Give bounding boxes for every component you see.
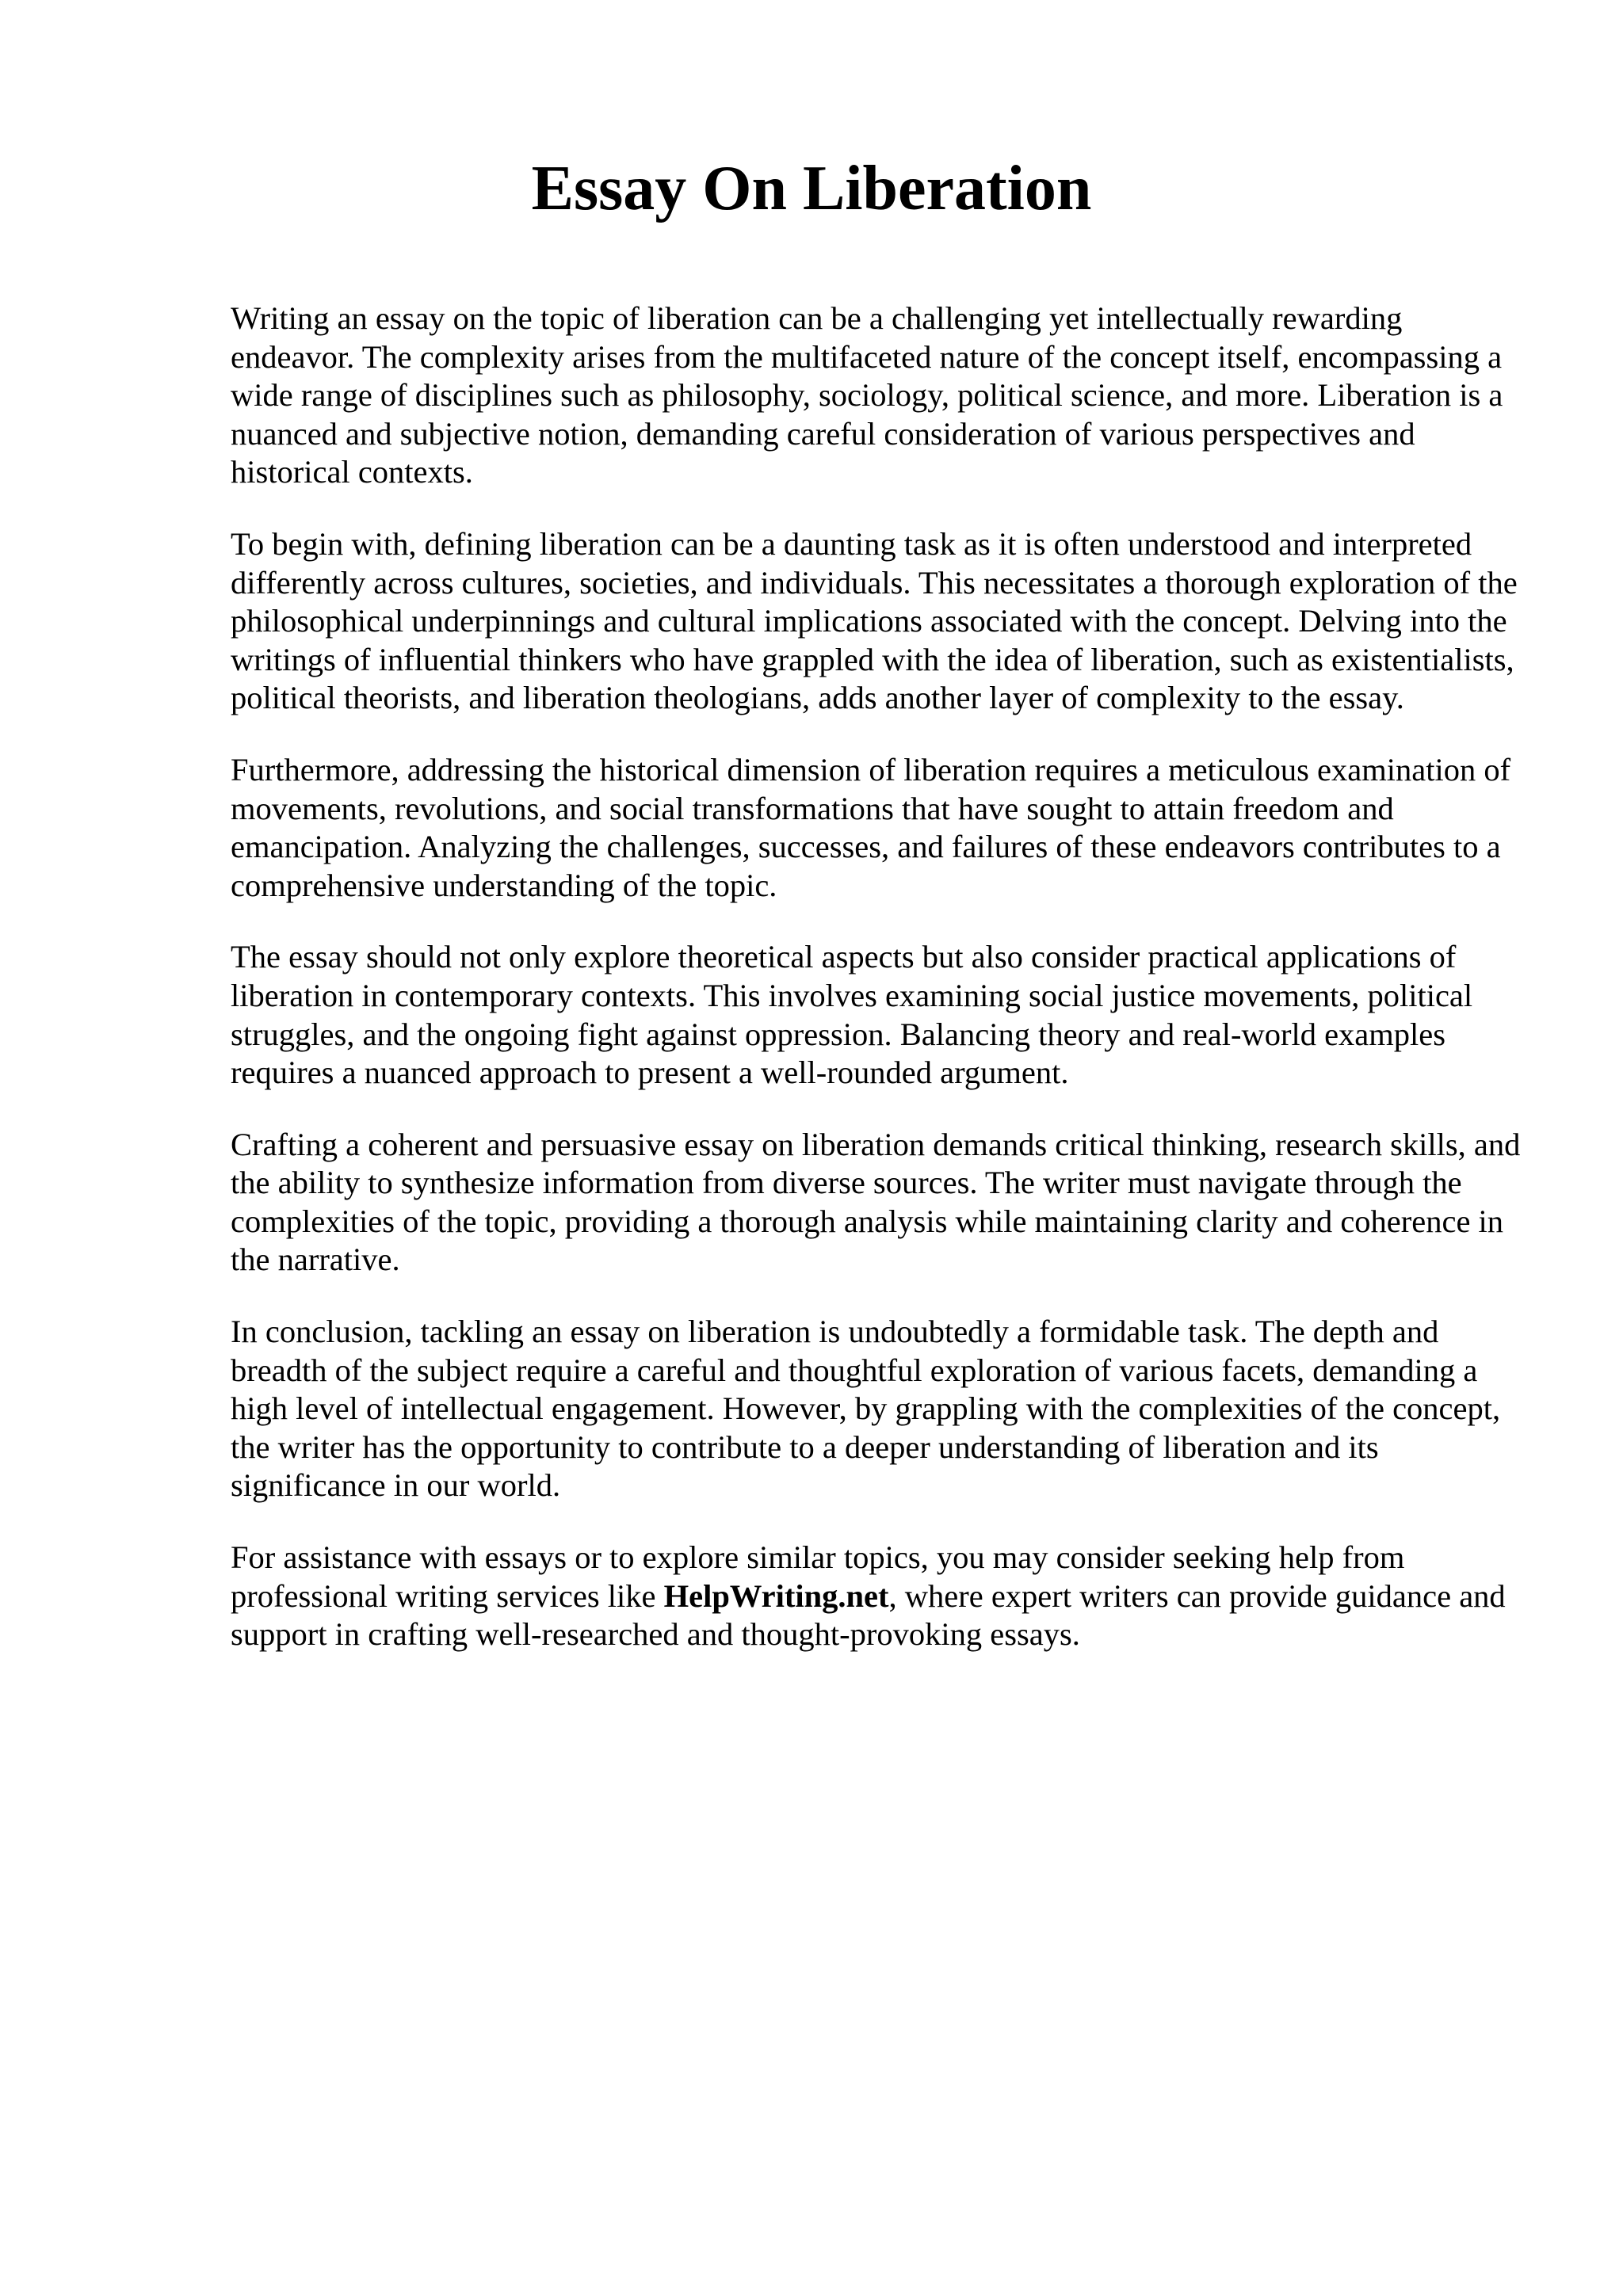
paragraph-3: Furthermore, addressing the historical dimension of liberation requires a meticulous examination of movements, revolutions, and social transformations that have sought to attain freedom and emancipation. Analyzing the challenges, successes, and failures of these endeavors contributes to a comprehensive understanding of the topic.: [231, 751, 1511, 903]
paragraph-6: In conclusion, tackling an essay on liberation is undoubtedly a formidable task. The depth and breadth of the subject require a careful and thoughtful exploration of various facets, demanding a high level of intellectual engagement. However, by grappling with the complexities of the concept, the writer has the opportunity to contribute to a deeper understanding of liberation and its significance in our world.: [231, 1314, 1501, 1504]
helpwriting-brand-link[interactable]: HelpWriting.net: [663, 1577, 889, 1614]
page-title: Essay On Liberation: [531, 154, 1092, 223]
paragraph-2: To begin with, defining liberation can be a daunting task as it is often understood and interpreted differently across cultures, societies, and individuals. This necessitates a thorough exploration of the philosophical underpinnings and cultural implications associated with the concept. Delving into the writings of influential thinkers who have grappled with the idea of liberation, such as existentialists, political theorists, and liberation theologians, adds another layer of complexity to the essay.: [231, 525, 1518, 716]
closing-paragraph: [231, 1539, 1522, 1654]
closing-text-after: , where expert writers can provide guidance and support in crafting well-researched and thought-provoking essays.: [231, 1577, 1506, 1653]
paragraph-1: Writing an essay on the topic of liberation can be a challenging yet intellectually rewarding endeavor. The complexity arises from the multifaceted nature of the concept itself, encompassing a wide range of disciplines such as philosophy, sociology, political science, and more. Liberation is a nuanced and subjective notion, demanding careful consideration of various perspectives and historical contexts.: [231, 300, 1503, 490]
essay-body: [231, 299, 1522, 1688]
closing-text-before: For assistance with essays or to explore similar topics, you may consider seeking help from professional writing services like: [231, 1539, 1405, 1614]
paragraph-5: Crafting a coherent and persuasive essay on liberation demands critical thinking, research skills, and the ability to synthesize information from diverse sources. The writer must navigate through the complexities of the topic, providing a thorough analysis while maintaining clarity and coherence in the narrative.: [231, 1126, 1521, 1278]
paragraph-4: The essay should not only explore theoretical aspects but also consider practical applications of liberation in contemporary contexts. This involves examining social justice movements, political struggles, and the ongoing fight against oppression. Balancing theory and real-world examples requires a nuanced approach to present a well-rounded argument.: [231, 939, 1473, 1091]
